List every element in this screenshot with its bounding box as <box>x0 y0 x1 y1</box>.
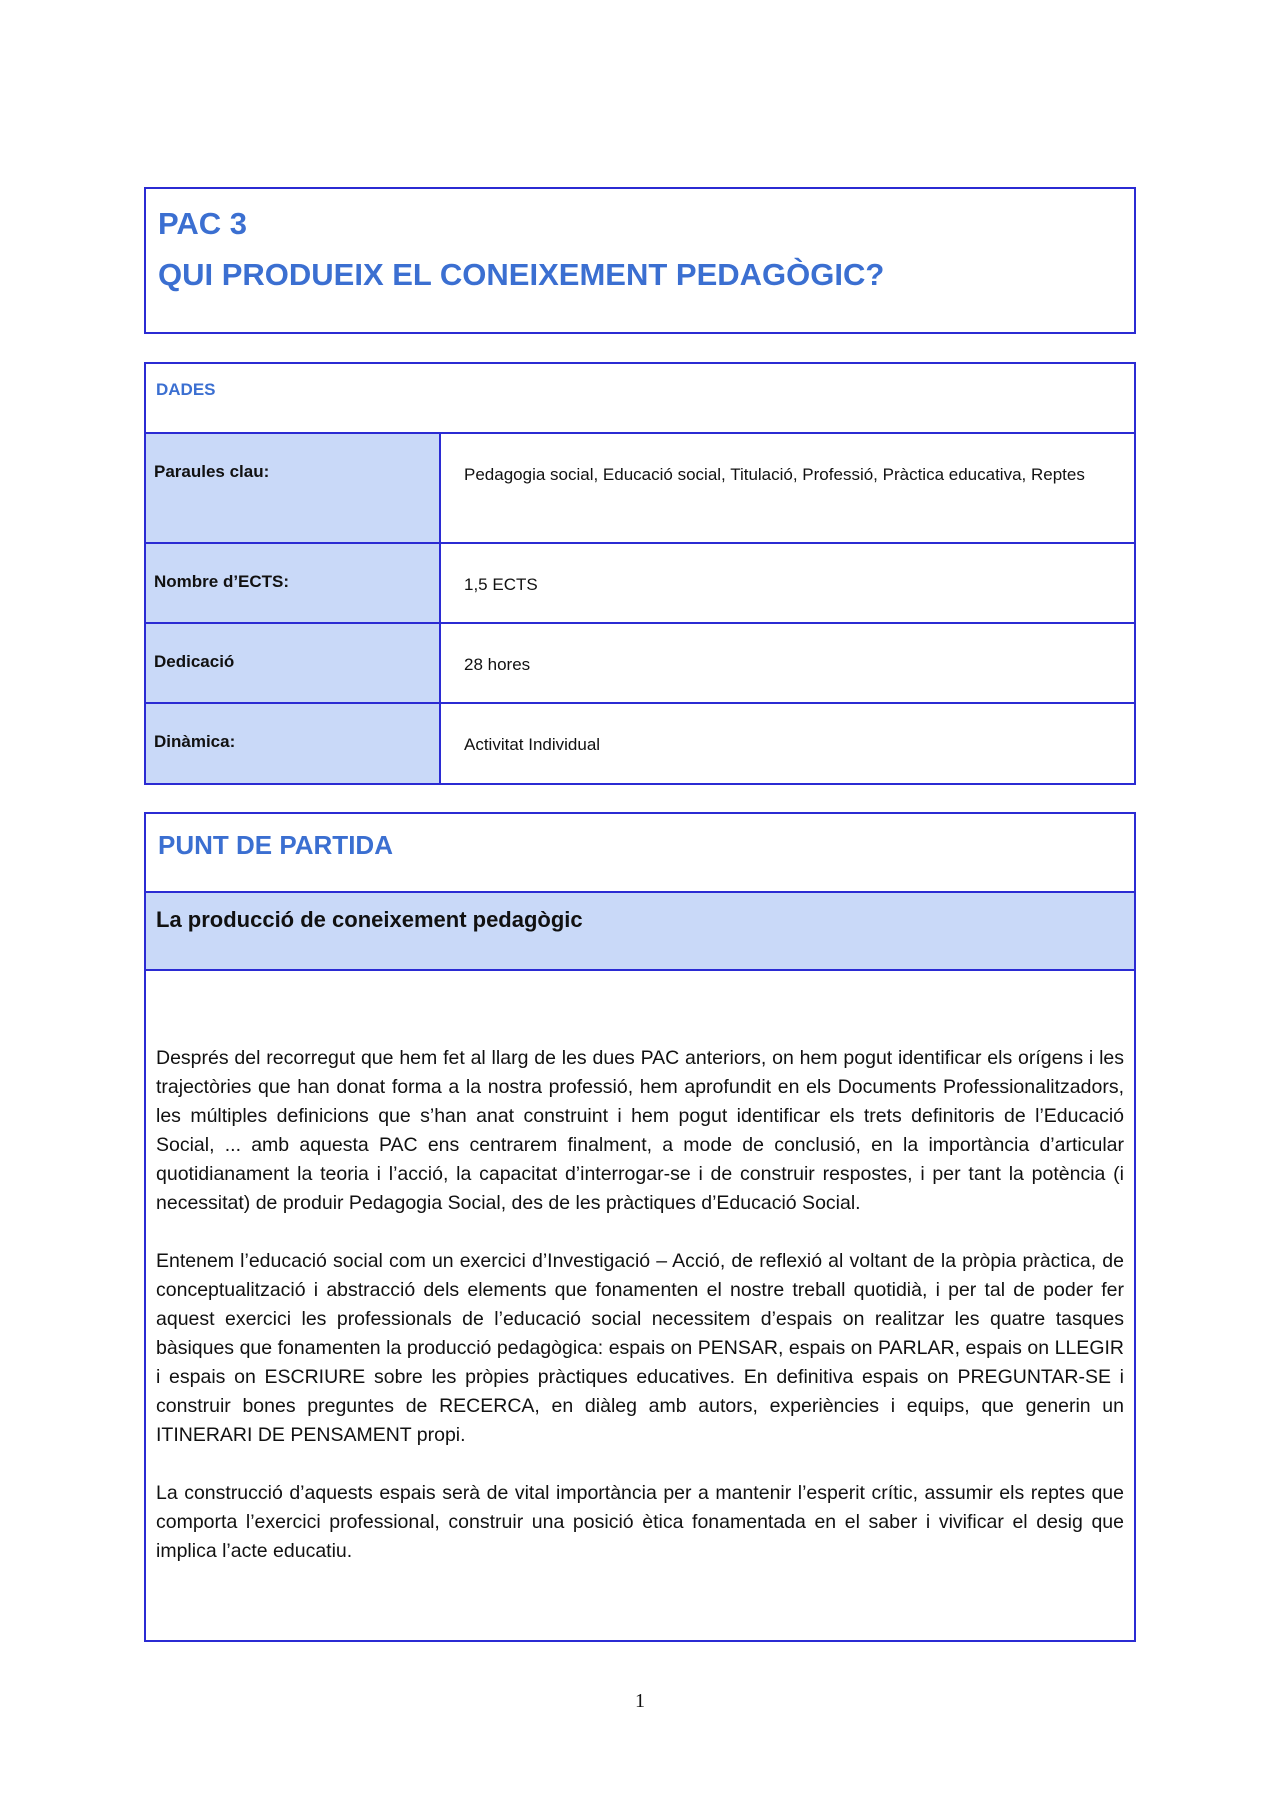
punt-body <box>156 1044 1124 1595</box>
dades-label-cell <box>146 624 441 702</box>
dades-value: 28 hores <box>464 655 531 674</box>
dades-header <box>146 364 1134 434</box>
punt-heading: PUNT DE PARTIDA <box>158 830 393 860</box>
dades-label-cell <box>146 544 441 622</box>
dades-value: Pedagogia social, Educació social, Titulació, Professió, Pràctica educativa, Reptes <box>464 465 1085 484</box>
document-code: PAC 3 <box>158 206 248 241</box>
punt-subheader <box>146 893 1134 971</box>
body-paragraph: La construcció d’aquests espais serà de vital importància per a mantenir l’esperit crític, assumir els reptes que comporta l’exercici professional, construir una posició ètica fonamentada en el saber i vivificar el desig que implica l’acte educatiu. <box>156 1482 1124 1562</box>
dades-label-cell <box>146 704 441 783</box>
dades-label: Nombre d’ECTS: <box>154 572 290 591</box>
dades-label: Dedicació <box>154 652 235 671</box>
dades-row-ects <box>146 544 1134 624</box>
dades-value: Activitat Individual <box>464 735 601 754</box>
punt-header <box>146 814 1134 893</box>
dades-row-keywords <box>146 434 1134 544</box>
dades-heading: DADES <box>156 380 216 399</box>
punt-subheading: La producció de coneixement pedagògic <box>156 907 583 932</box>
dades-row-dedicacio <box>146 624 1134 704</box>
dades-row-dinamica <box>146 704 1134 783</box>
punt-de-partida-section <box>144 812 1136 1642</box>
body-paragraph: Després del recorregut que hem fet al llarg de les dues PAC anteriors, on hem pogut identificar els orígens i les trajectòries que han donat forma a la nostra professió, hem aprofundit en els Documents Professionalitzadors, les múltiples definicions que s’han anat construint i hem pogut identificar els trets definitoris de l’Educació Social, ... amb aquesta PAC ens centrarem finalment, a mode de conclusió, en la importància d’articular quotidianament la teoria i l’acció, la capacitat d’interrogar-se i de construir respostes, i per tant la potència (i necessitat) de produir Pedagogia Social, des de les pràctiques d’Educació Social. <box>156 1047 1124 1214</box>
dades-value: 1,5 ECTS <box>464 575 538 594</box>
document-title: QUI PRODUEIX EL CONEIXEMENT PEDAGÒGIC? <box>158 257 885 292</box>
body-paragraph: Entenem l’educació social com un exercici d’Investigació – Acció, de reflexió al voltant de la pròpia pràctica, de conceptualització i abstracció dels elements que fonamenten el nostre treball quotidià, i per tal de poder fer aquest exercici les professionals de l’educació social necessitem d’espais on realitzar les quatre tasques bàsiques que fonamenten la producció pedagògica: espais on PENSAR, espais on PARLAR, espais on LLEGIR i espais on ESCRIURE sobre les pròpies pràctiques educatives. En definitiva espais on PREGUNTAR-SE i construir bones preguntes de RECERCA, en diàleg amb autors, experiències i equips, que generin un ITINERARI DE PENSAMENT propi. <box>156 1250 1124 1446</box>
title-box <box>144 187 1136 334</box>
dades-label: Paraules clau: <box>154 462 270 481</box>
dades-label-cell <box>146 434 441 542</box>
dades-table <box>144 362 1136 785</box>
dades-label: Dinàmica: <box>154 732 236 751</box>
page-number: 1 <box>635 1690 645 1712</box>
